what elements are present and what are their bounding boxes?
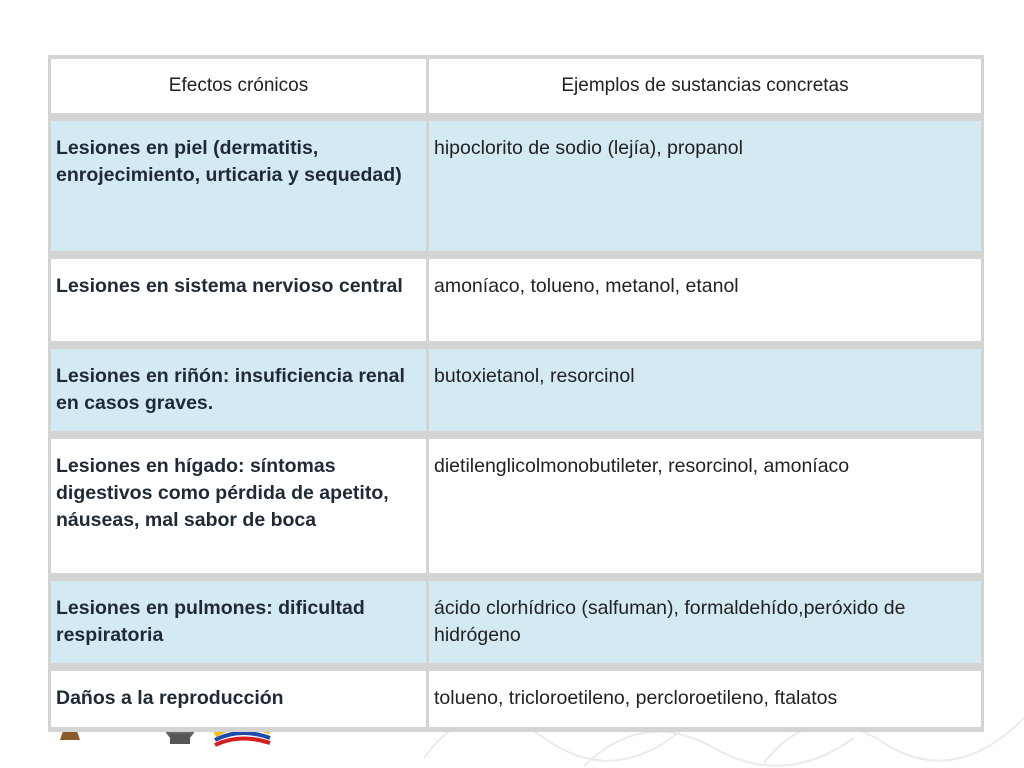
effect-cell: Lesiones en riñón: insuficiencia renal en casos graves. — [51, 349, 429, 431]
table-row — [51, 581, 981, 663]
examples-cell: ácido clorhídrico (salfuman), formaldehído,peróxido de hidrógeno — [429, 581, 981, 663]
effect-cell: Lesiones en piel (dermatitis, enrojecimiento, urticaria y sequedad) — [51, 121, 429, 251]
examples-cell: tolueno, tricloroetileno, percloroetileno, ftalatos — [429, 671, 981, 727]
table-row — [51, 671, 981, 727]
header-effects: Efectos crónicos — [51, 59, 429, 113]
table-row — [51, 259, 981, 341]
effect-cell: Lesiones en sistema nervioso central — [51, 259, 429, 341]
effects-table — [51, 59, 981, 727]
examples-cell: amoníaco, tolueno, metanol, etanol — [429, 259, 981, 341]
table-row — [51, 439, 981, 573]
table-row — [51, 121, 981, 251]
effects-table-container — [48, 55, 984, 732]
table-row — [51, 349, 981, 431]
effect-cell: Lesiones en hígado: síntomas digestivos como pérdida de apetito, náuseas, mal sabor de boca — [51, 439, 429, 573]
effect-cell: Lesiones en pulmones: dificultad respiratoria — [51, 581, 429, 663]
effect-cell: Daños a la reproducción — [51, 671, 429, 727]
header-examples: Ejemplos de sustancias concretas — [429, 59, 981, 113]
examples-cell: butoxietanol, resorcinol — [429, 349, 981, 431]
examples-cell: hipoclorito de sodio (lejía), propanol — [429, 121, 981, 251]
examples-cell: dietilenglicolmonobutileter, resorcinol, amoníaco — [429, 439, 981, 573]
